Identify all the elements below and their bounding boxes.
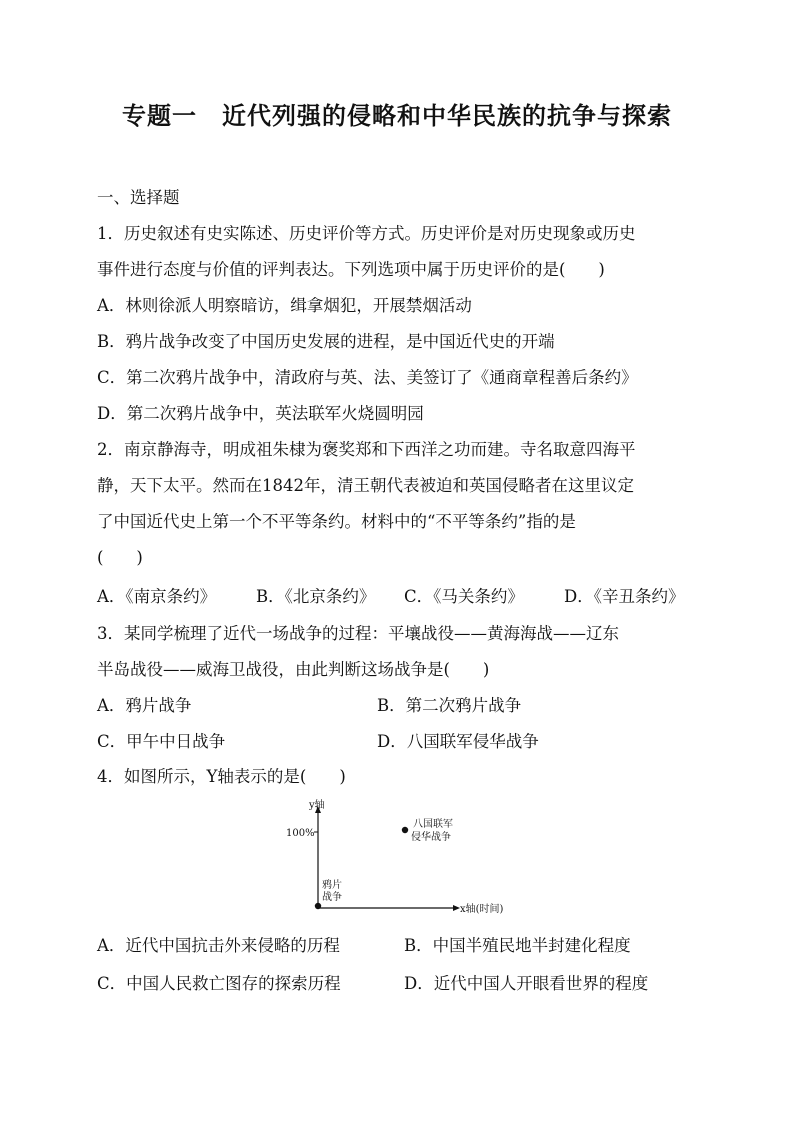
q4-stem: 4．如图所示，Y轴表示的是( )	[97, 767, 346, 786]
q3-option-d: D．八国联军侵华战争	[377, 732, 539, 751]
q2-option-c: C．《马关条约》	[404, 587, 524, 606]
q1-stem-line1: 1．历史叙述有史实陈述、历史评价等方式。历史评价是对历史现象或历史	[97, 224, 636, 243]
q2-stem-line3: 了中国近代史上第一个不平等条约。材料中的“不平等条约”指的是	[97, 512, 576, 531]
q2-option-b: B．《北京条约》	[256, 587, 376, 606]
q4-option-a: A．近代中国抗击外来侵略的历程	[97, 936, 340, 955]
y-tick-label-100: 100%	[286, 828, 315, 839]
q4-option-d: D．近代中国人开眼看世界的程度	[404, 974, 649, 993]
q1-option-a: A．林则徐派人明察暗访，缉拿烟犯，开展禁烟活动	[97, 296, 472, 315]
q2-stem-line2: 静，天下太平。然而在1842年，清王朝代表被迫和英国侵略者在这里议定	[97, 476, 634, 495]
section-heading: 一、选择题	[97, 188, 180, 207]
q3-option-b: B．第二次鸦片战争	[377, 696, 522, 715]
point-eight-nation-alliance	[402, 827, 408, 833]
q4-option-c: C．中国人民救亡图存的探索历程	[97, 974, 341, 993]
q3-option-a: A．鸦片战争	[97, 696, 192, 715]
point-opium-war	[315, 903, 321, 909]
point-eight-nation-label2: 侵华战争	[411, 832, 451, 843]
q2-stem-line1: 2．南京静海寺，明成祖朱棣为褒奖郑和下西洋之功而建。寺名取意四海平	[97, 440, 636, 459]
page-title: 专题一 近代列强的侵略和中华民族的抗争与探索	[122, 102, 672, 130]
q2-option-d: D．《辛丑条约》	[564, 587, 685, 606]
point-opium-war-label1: 鸦片	[322, 880, 342, 891]
q3-option-c: C．甲午中日战争	[97, 732, 226, 751]
point-opium-war-label2: 战争	[322, 892, 342, 903]
x-axis-label: x轴(时间)	[460, 904, 504, 915]
q3-stem-line2: 半岛战役——威海卫战役，由此判断这场战争是( )	[97, 660, 490, 679]
q4-figure	[284, 796, 524, 926]
q1-option-b: B．鸦片战争改变了中国历史发展的进程，是中国近代史的开端	[97, 332, 555, 351]
point-eight-nation-label1: 八国联军	[413, 819, 453, 830]
q4-option-b: B．中国半殖民地半封建化程度	[404, 936, 631, 955]
q1-option-c: C．第二次鸦片战争中，清政府与英、法、美签订了《通商章程善后条约》	[97, 368, 638, 387]
y-axis-label: y轴	[309, 800, 325, 811]
q2-stem-line4: ( )	[97, 548, 143, 567]
q1-stem-line2: 事件进行态度与价值的评判表达。下列选项中属于历史评价的是( )	[97, 260, 605, 279]
q2-option-a: A．《南京条约》	[97, 587, 217, 606]
q1-option-d: D．第二次鸦片战争中，英法联军火烧圆明园	[97, 404, 424, 423]
x-axis-arrow	[453, 905, 460, 911]
q3-stem-line1: 3．某同学梳理了近代一场战争的过程：平壤战役——黄海海战——辽东	[97, 624, 619, 643]
